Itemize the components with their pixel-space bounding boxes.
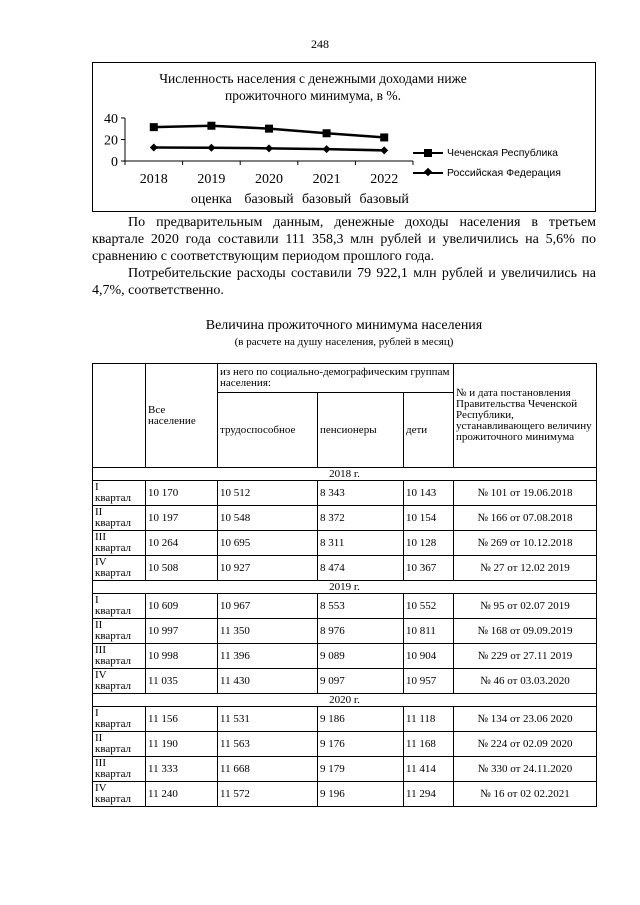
y-tick-label: 40 bbox=[104, 112, 118, 127]
data-point-russia bbox=[323, 145, 331, 153]
cell-all: 11 190 bbox=[146, 732, 218, 757]
cell-all: 10 609 bbox=[146, 594, 218, 619]
table-row bbox=[93, 506, 597, 531]
cell-decree: № 16 от 02 02.2021 bbox=[454, 782, 597, 807]
square-marker-icon bbox=[411, 146, 445, 160]
cell-working: 11 396 bbox=[218, 644, 318, 669]
cell-quarter bbox=[93, 644, 146, 669]
quarter-number: II bbox=[95, 732, 103, 744]
cell-working: 10 967 bbox=[218, 594, 318, 619]
quarter-word: квартал bbox=[95, 492, 132, 504]
data-point-chechen bbox=[323, 129, 331, 137]
legend-label-chechen: Чеченская Республика bbox=[447, 147, 558, 159]
cell-children: 10 143 bbox=[404, 481, 454, 506]
cell-all: 10 508 bbox=[146, 556, 218, 581]
x-tick-label: 2018 bbox=[139, 172, 168, 187]
x-tick-note: оценка bbox=[190, 192, 232, 207]
y-tick-label: 20 bbox=[104, 133, 118, 149]
cell-pensioners: 8 474 bbox=[318, 556, 404, 581]
cell-pensioners: 8 372 bbox=[318, 506, 404, 531]
cell-working: 11 350 bbox=[218, 619, 318, 644]
cell-children: 11 118 bbox=[404, 707, 454, 732]
cell-children: 10 552 bbox=[404, 594, 454, 619]
quarter-number: IV bbox=[95, 782, 107, 794]
quarter-word: квартал bbox=[95, 718, 132, 730]
cell-all: 11 240 bbox=[146, 782, 218, 807]
cell-all: 11 156 bbox=[146, 707, 218, 732]
paragraph-expenses-text: Потребительские расходы составили 79 922,1 млн рублей и увеличились на 4,7%, соответственно. bbox=[92, 266, 596, 298]
header-decree: № и дата постановления Правительства Чеченской Республики, устанавливающего величину прожиточного минимума bbox=[454, 364, 597, 468]
cell-pensioners: 8 311 bbox=[318, 531, 404, 556]
header-quarter bbox=[93, 364, 146, 468]
year-row bbox=[93, 581, 597, 594]
cell-quarter bbox=[93, 732, 146, 757]
cell-pensioners: 9 196 bbox=[318, 782, 404, 807]
cell-children: 10 128 bbox=[404, 531, 454, 556]
data-point-chechen bbox=[150, 123, 158, 131]
table-subtitle: (в расчете на душу населения, рублей в месяц) bbox=[234, 336, 454, 348]
cell-all: 11 333 bbox=[146, 757, 218, 782]
x-tick-label: 2022 bbox=[370, 172, 399, 187]
table-row bbox=[93, 531, 597, 556]
year-row bbox=[93, 468, 597, 481]
table-row bbox=[93, 757, 597, 782]
chart-title-line1: Численность населения с денежными доходами ниже bbox=[159, 71, 467, 86]
cell-working: 10 512 bbox=[218, 481, 318, 506]
legend-item-chechen bbox=[411, 143, 561, 163]
header-working: трудоспособное bbox=[218, 393, 318, 468]
cell-working: 11 430 bbox=[218, 669, 318, 694]
x-tick-note: базовый bbox=[359, 192, 409, 207]
cell-quarter bbox=[93, 782, 146, 807]
cell-all: 10 997 bbox=[146, 619, 218, 644]
cell-working: 10 548 bbox=[218, 506, 318, 531]
data-point-russia bbox=[207, 144, 215, 152]
cell-working: 11 668 bbox=[218, 757, 318, 782]
quarter-word: квартал bbox=[95, 768, 132, 780]
cell-decree: № 46 от 03.03.2020 bbox=[454, 669, 597, 694]
cell-quarter bbox=[93, 669, 146, 694]
table-row bbox=[93, 481, 597, 506]
quarter-number: III bbox=[95, 757, 106, 769]
cell-children: 10 154 bbox=[404, 506, 454, 531]
table-row bbox=[93, 732, 597, 757]
table-row bbox=[93, 707, 597, 732]
quarter-number: III bbox=[95, 531, 106, 543]
cell-decree: № 229 от 27.11 2019 bbox=[454, 644, 597, 669]
cell-all: 10 197 bbox=[146, 506, 218, 531]
cell-quarter bbox=[93, 506, 146, 531]
cell-pensioners: 8 553 bbox=[318, 594, 404, 619]
quarter-word: квартал bbox=[95, 567, 132, 579]
quarter-number: III bbox=[95, 644, 106, 656]
cell-children: 10 904 bbox=[404, 644, 454, 669]
paragraph-income bbox=[92, 214, 596, 265]
paragraph-expenses bbox=[92, 265, 596, 299]
quarter-word: квартал bbox=[95, 680, 132, 692]
quarter-number: I bbox=[95, 594, 99, 606]
paragraph-income-text: По предварительным данным, денежные доходы населения в третьем квартале 2020 года составили 111 358,3 млн рублей и увеличились на 5,6% по сравнению с соответствующим периодом прошлого года. bbox=[92, 215, 596, 264]
cell-working: 11 563 bbox=[218, 732, 318, 757]
legend-label-russia: Российская Федерация bbox=[447, 167, 561, 179]
x-tick-label: 2020 bbox=[255, 172, 283, 187]
header-all: Все население bbox=[146, 364, 218, 468]
cell-all: 10 264 bbox=[146, 531, 218, 556]
cell-quarter bbox=[93, 594, 146, 619]
year-row bbox=[93, 694, 597, 707]
cell-quarter bbox=[93, 707, 146, 732]
table-row bbox=[93, 556, 597, 581]
cell-decree: № 95 от 02.07 2019 bbox=[454, 594, 597, 619]
quarter-word: квартал bbox=[95, 630, 132, 642]
data-point-russia bbox=[150, 143, 158, 151]
quarter-word: квартал bbox=[95, 793, 132, 805]
cell-working: 10 927 bbox=[218, 556, 318, 581]
chart-title-line2: прожиточного минимума, в %. bbox=[224, 88, 402, 103]
line-chart bbox=[93, 63, 597, 213]
quarter-word: квартал bbox=[95, 655, 132, 667]
cell-decree: № 27 от 12.02 2019 bbox=[454, 556, 597, 581]
cell-all: 10 170 bbox=[146, 481, 218, 506]
cell-pensioners: 9 176 bbox=[318, 732, 404, 757]
cell-pensioners: 8 343 bbox=[318, 481, 404, 506]
cell-decree: № 330 от 24.11.2020 bbox=[454, 757, 597, 782]
x-tick-label: 2021 bbox=[312, 172, 341, 187]
cell-children: 11 294 bbox=[404, 782, 454, 807]
cell-working: 11 531 bbox=[218, 707, 318, 732]
chart-legend bbox=[411, 143, 561, 183]
table-row bbox=[93, 619, 597, 644]
data-point-chechen bbox=[265, 125, 273, 133]
header-pensioners: пенсионеры bbox=[318, 393, 404, 468]
x-tick-note: базовый bbox=[301, 192, 352, 207]
cell-children: 10 811 bbox=[404, 619, 454, 644]
quarter-number: IV bbox=[95, 556, 107, 568]
cell-decree: № 269 от 10.12.2018 bbox=[454, 531, 597, 556]
table-row bbox=[93, 782, 597, 807]
x-tick-label: 2019 bbox=[197, 172, 226, 187]
quarter-word: квартал bbox=[95, 517, 132, 529]
cell-pensioners: 9 186 bbox=[318, 707, 404, 732]
table-header-row bbox=[93, 364, 597, 393]
table-title: Величина прожиточного минимума населения bbox=[205, 318, 483, 333]
cell-children: 11 168 bbox=[404, 732, 454, 757]
cell-all: 11 035 bbox=[146, 669, 218, 694]
cell-decree: № 134 от 23.06 2020 bbox=[454, 707, 597, 732]
quarter-word: квартал bbox=[95, 605, 132, 617]
data-point-russia bbox=[380, 146, 388, 154]
cell-decree: № 224 от 02.09 2020 bbox=[454, 732, 597, 757]
cell-children: 11 414 bbox=[404, 757, 454, 782]
header-children: дети bbox=[404, 393, 454, 468]
quarter-number: I bbox=[95, 481, 99, 493]
cell-working: 10 695 bbox=[218, 531, 318, 556]
year-cell: 2019 г. bbox=[93, 581, 597, 594]
data-point-russia bbox=[265, 144, 273, 152]
legend-item-russia bbox=[411, 163, 561, 183]
quarter-word: квартал bbox=[95, 743, 132, 755]
cell-quarter bbox=[93, 619, 146, 644]
cell-children: 10 957 bbox=[404, 669, 454, 694]
cell-pensioners: 9 089 bbox=[318, 644, 404, 669]
quarter-word: квартал bbox=[95, 542, 132, 554]
data-point-chechen bbox=[207, 122, 215, 130]
table-row bbox=[93, 669, 597, 694]
x-tick-note: базовый bbox=[244, 192, 294, 207]
cell-decree: № 166 от 07.08.2018 bbox=[454, 506, 597, 531]
table-row bbox=[93, 644, 597, 669]
table-row bbox=[93, 594, 597, 619]
cell-quarter bbox=[93, 556, 146, 581]
quarter-number: II bbox=[95, 506, 103, 518]
cell-pensioners: 9 179 bbox=[318, 757, 404, 782]
quarter-number: I bbox=[95, 707, 99, 719]
subsistence-table bbox=[92, 363, 597, 807]
cell-quarter bbox=[93, 531, 146, 556]
data-point-chechen bbox=[380, 133, 388, 141]
quarter-number: II bbox=[95, 619, 103, 631]
y-tick-label: 0 bbox=[111, 155, 118, 170]
cell-decree: № 101 от 19.06.2018 bbox=[454, 481, 597, 506]
cell-decree: № 168 от 09.09.2019 bbox=[454, 619, 597, 644]
cell-quarter bbox=[93, 481, 146, 506]
header-group: из него по социально-демографическим группам населения: bbox=[218, 364, 454, 393]
table-body bbox=[93, 468, 597, 807]
quarter-number: IV bbox=[95, 669, 107, 681]
cell-working: 11 572 bbox=[218, 782, 318, 807]
cell-pensioners: 8 976 bbox=[318, 619, 404, 644]
cell-children: 10 367 bbox=[404, 556, 454, 581]
year-cell: 2018 г. bbox=[93, 468, 597, 481]
year-cell: 2020 г. bbox=[93, 694, 597, 707]
chart-frame bbox=[92, 62, 596, 212]
cell-all: 10 998 bbox=[146, 644, 218, 669]
diamond-marker-icon bbox=[411, 166, 445, 180]
cell-quarter bbox=[93, 757, 146, 782]
cell-pensioners: 9 097 bbox=[318, 669, 404, 694]
page-number: 248 bbox=[311, 37, 329, 51]
